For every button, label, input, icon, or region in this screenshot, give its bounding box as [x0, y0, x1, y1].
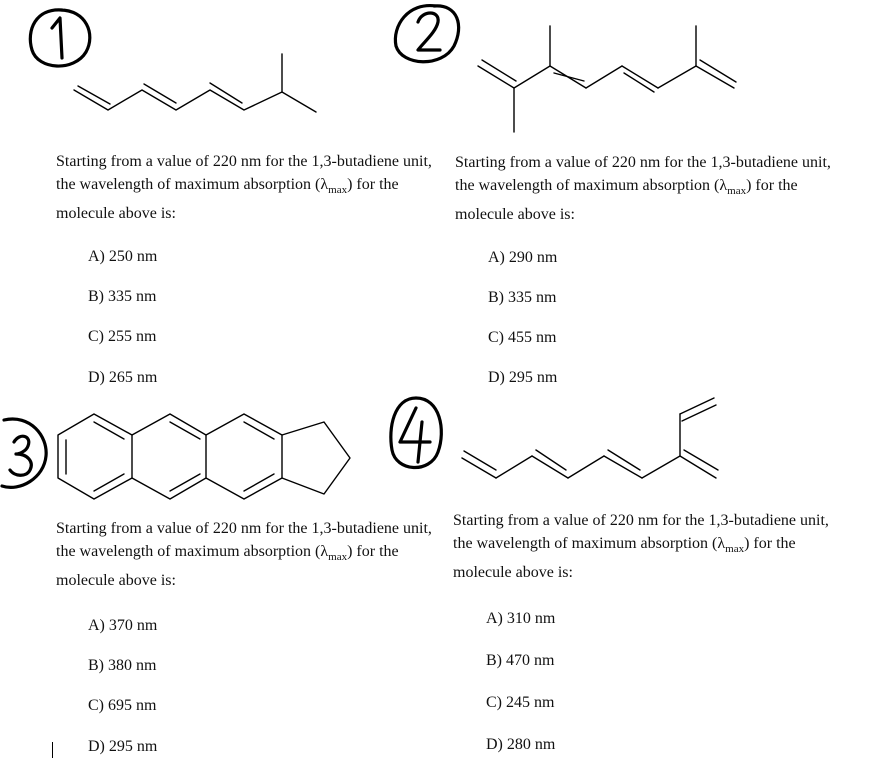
- question-2-option-c[interactable]: C) 455 nm: [488, 329, 557, 346]
- question-2-option-d[interactable]: D) 295 nm: [488, 369, 558, 386]
- molecule-4-structure: [458, 394, 728, 490]
- prompt-text: Starting from a value of 220 nm for the 1,3-butadiene unit, the wavelength of maximum absorption (λ: [455, 154, 831, 194]
- prompt-text-end: ) for the molecule above is:: [453, 535, 796, 582]
- question-3-prompt: [56, 517, 446, 592]
- question-4-option-d[interactable]: D) 280 nm: [486, 736, 556, 753]
- prompt-text: Starting from a value of 220 nm for the 1,3-butadiene unit, the wavelength of maximum absorption (λ: [56, 520, 432, 560]
- prompt-subscript: max: [328, 184, 348, 197]
- question-3-option-c[interactable]: C) 695 nm: [88, 697, 157, 714]
- question-3-option-d[interactable]: D) 295 nm: [88, 738, 158, 755]
- question-3-option-b[interactable]: B) 380 nm: [88, 657, 157, 674]
- prompt-subscript: max: [725, 543, 745, 556]
- question-3-option-a[interactable]: A) 370 nm: [88, 617, 158, 634]
- text-cursor: [52, 742, 53, 758]
- prompt-text-end: ) for the molecule above is:: [455, 177, 798, 224]
- question-2-option-b[interactable]: B) 335 nm: [488, 289, 557, 306]
- molecule-1-structure: [70, 48, 330, 118]
- prompt-text: Starting from a value of 220 nm for the 1,3-butadiene unit, the wavelength of maximum absorption (λ: [56, 153, 432, 193]
- question-4-prompt: [453, 509, 843, 584]
- question-4-option-c[interactable]: C) 245 nm: [486, 694, 555, 711]
- prompt-text: Starting from a value of 220 nm for the 1,3-butadiene unit, the wavelength of maximum absorption (λ: [453, 512, 829, 552]
- molecule-3-structure: [54, 408, 354, 500]
- question-1-option-c[interactable]: C) 255 nm: [88, 328, 157, 345]
- prompt-text-end: ) for the molecule above is:: [56, 543, 399, 590]
- question-4-number: [386, 392, 446, 476]
- molecule-2-structure: [470, 20, 750, 140]
- question-2-prompt: [455, 151, 845, 226]
- prompt-subscript: max: [727, 185, 747, 198]
- question-1-option-d[interactable]: D) 265 nm: [88, 369, 158, 386]
- question-4-option-a[interactable]: A) 310 nm: [486, 610, 556, 627]
- question-2-option-a[interactable]: A) 290 nm: [488, 249, 558, 266]
- prompt-subscript: max: [328, 551, 348, 564]
- question-1-option-a[interactable]: A) 250 nm: [88, 248, 158, 265]
- question-1-option-b[interactable]: B) 335 nm: [88, 288, 157, 305]
- prompt-text-end: ) for the molecule above is:: [56, 176, 399, 223]
- question-1-prompt: [56, 150, 446, 225]
- question-4-option-b[interactable]: B) 470 nm: [486, 652, 555, 669]
- question-2-number: [388, 0, 468, 70]
- question-3-number: [0, 412, 50, 492]
